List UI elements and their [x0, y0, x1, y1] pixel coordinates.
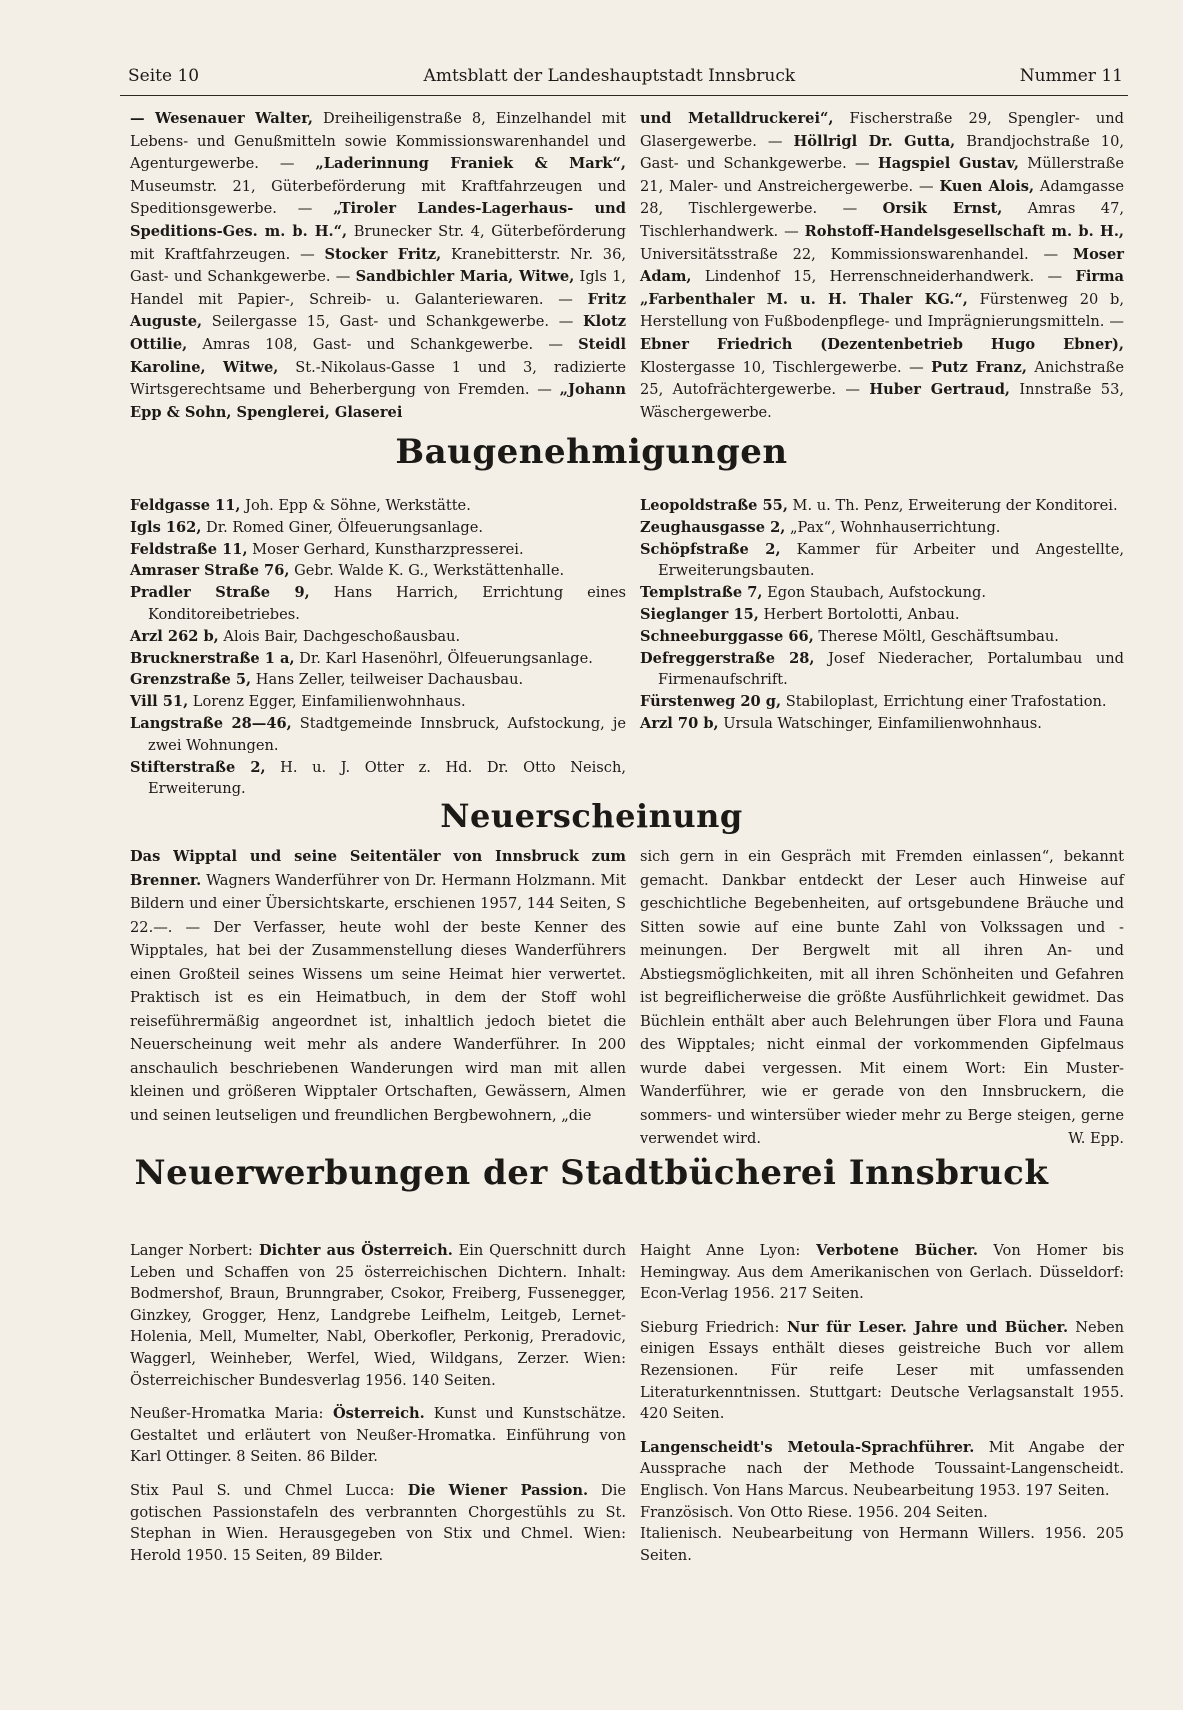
permit-entry: Igls 162, Dr. Romed Giner, Ölfeuerungsanlage. [130, 518, 484, 536]
building-permits-column-2 [640, 495, 1124, 735]
library-entry: Sieburg Friedrich: Nur für Leser. Jahre und Bücher. Neben einigen Essays enthält dieses geistreiche Buch vor allem Rezensionen. Für reife Leser mit umfassenden Literaturkenntnissen. Stuttgart: Deutsche Verlagsanstalt 1955. 420 Seiten. [640, 1318, 1124, 1423]
permit-entry: Feldstraße 11, Moser Gerhard, Kunstharzpresserei. [130, 540, 524, 558]
page-number: Seite 10 [128, 66, 200, 86]
permit-entry: Pradler Straße 9, Hans Harrich, Errichtung eines Konditoreibetriebes. [130, 584, 626, 623]
library-entry: Stix Paul S. und Chmel Lucca: Die Wiener Passion. Die gotischen Passionstafeln des verbrannten Chorgestühls zu St. Stephan in Wien. Herausgegeben von Stix und Chmel. Wien: Herold 1950. 15 Seiten, 89 Bilder. [130, 1481, 626, 1564]
permit-entry: Stifterstraße 2, H. u. J. Otter z. Hd. Dr. Otto Neisch, Erweiterung. [130, 758, 627, 798]
library-acquisitions-column-2 [640, 1240, 1124, 1566]
book-review-text: Das Wipptal und seine Seitentäler von Innsbruck zum Brenner. Wagners Wanderführer von Dr. Hermann Holzmann. Mit Bildern und einer Übersichtskarte, erschienen 1957, 144 Seiten, S 22.—. — Der Verfasser, heute wohl der beste Kenner des Wipptales, hat bei der Zusammenstellung dieses Wanderführers einen Großteil seines Wissens um seine Heimat hier verwertet. Praktisch ist es ein Heimatbuch, in dem der Stoff wohl reiseführermäßig angeordnet ist, inhaltlich jedoch bietet die Neuerscheinung weit mehr als andere Wanderführer. In 200 anschaulich beschriebenen Wanderungen wird man mit allen kleinen und größeren Wipptaler Ortschaften, Gewässern, Almen und seinen leutseligen und freundlichen Bergbewohnern, „die [130, 848, 626, 1124]
section-heading-neuerscheinung: Neuerscheinung [440, 797, 743, 835]
permit-entry: Amraser Straße 76, Gebr. Walde K. G., Werkstättenhalle. [130, 562, 565, 580]
section-heading-stadtbuecherei: Neuerwerbungen der Stadtbücherei Innsbruck [134, 1153, 1049, 1193]
library-entry: Langer Norbert: Dichter aus Österreich. Ein Querschnitt durch Leben und Schaffen von 25 österreichischen Dichtern. Inhalt: Bodmershof, Braun, Brunngraber, Csokor, Freiberg, Fussenegger, Ginzkey, Grogger, Henz, Landgrebe Leifhelm, Leitgeb, Lernet-Holenia, Mell, Mumelter, Nabl, Oberkofler, Perkonig, Preradovic, Waggerl, Weinheber, Werfel, Wied, Wildgans, Zerzer. Wien: Österreichischer Bundesverlag 1956. 140 Seiten. [130, 1242, 626, 1389]
library-entry: Neußer-Hromatka Maria: Österreich. Kunst und Kunstschätze. Gestaltet und erläutert von Neußer-Hromatka. Einführung von Karl Ottinger. 8 Seiten. 86 Bilder. [130, 1405, 626, 1466]
book-review-text: sich gern in ein Gespräch mit Fremden einlassen“, bekannt gemacht. Dankbar entdeckt der Leser auch Hinweise auf geschichtliche Begebenheiten, auf ortsgebundene Bräuche und Sitten sowie auf eine bunte Zahl von Volkssagen und -meinungen. Der Bergwelt mit all ihren An- und Abstiegsmöglichkeiten, mit all ihren Schönheiten und Gefahren ist begreiflicherweise die größte Ausführlichkeit gewidmet. Das Büchlein enthält aber auch Belehrungen über Flora und Fauna des Wipptales; nicht einmal der vorkommenden Gipfelmaus wurde dabei vergessen. Mit einem Wort: Ein Muster-Wanderführer, wie er gerade von den Innsbruckern, die sommers- und wintersüber wieder mehr zu Berge steigen, gerne verwendet wird. W. Epp. [640, 845, 1124, 1151]
permit-entry: Defreggerstraße 28, Josef Niederacher, Portalumbau und Firmenaufschrift. [640, 649, 1124, 689]
trade-register-paragraph: — Wesenauer Walter, Dreiheiligenstraße 8, Einzelhandel mit Lebens- und Genußmitteln sowie Kommissionswarenhandel und Agenturgewerbe. — „Laderinnung Franiek & Mark“, Museumstr. 21, Güterbeförderung mit Kraftfahrzeugen und Speditionsgewerbe. — „Tiroler Landes-Lagerhaus- und Speditions-Ges. m. b. H.“, Brunecker Str. 4, Güterbeförderung mit Kraftfahrzeugen. — Stocker Fritz, Kranebitterstr. Nr. 36, Gast- und Schankgewerbe. — Sandbichler Maria, Witwe, Igls 1, Handel mit Papier-, Schreib- u. Galanteriewaren. — Fritz Auguste, Seilergasse 15, Gast- und Schankgewerbe. — Klotz Ottilie, Amras 108, Gast- und Schankgewerbe. — Steidl Karoline, Witwe, St.-Nikolaus-Gasse 1 und 3, radizierte Wirtsgerechtsame und Beherbergung von Fremden. — „Johann Epp & Sohn, Spenglerei, Glaserei [130, 110, 627, 421]
permit-entry: Vill 51, Lorenz Egger, Einfamilienwohnhaus. [130, 693, 466, 711]
permit-entry: Schneeburggasse 66, Therese Möltl, Geschäftsumbau. [640, 627, 1059, 645]
trade-register-column-1 [130, 108, 626, 424]
permit-entry: Arzl 262 b, Alois Bair, Dachgeschoßausbau. [130, 627, 461, 645]
library-entry: Langenscheidt's Metoula-Sprachführer. Mit Angabe der Aussprache nach der Methode Toussaint-Langenscheidt. Englisch. Von Hans Marcus. Neubearbeitung 1953. 197 Seiten. [640, 1438, 1125, 1499]
building-permits-column-1 [130, 495, 626, 800]
permit-entry: Leopoldstraße 55, M. u. Th. Penz, Erweiterung der Konditorei. [640, 497, 1118, 514]
page-header [128, 66, 1123, 96]
permit-entry: Fürstenweg 20 g, Stabiloplast, Errichtung einer Trafostation. [640, 693, 1107, 711]
permit-entry: Schöpfstraße 2, Kammer für Arbeiter und Angestellte, Erweiterungsbauten. [640, 540, 1124, 580]
permit-entry: Arzl 70 b, Ursula Watschinger, Einfamilienwohnhaus. [640, 714, 1042, 732]
permit-entry: Zeughausgasse 2, „Pax“, Wohnhauserrichtung. [640, 518, 1001, 536]
trade-register-paragraph: und Metalldruckerei“, Fischerstraße 29, Spengler- und Glasergewerbe. — Höllrigl Dr. Gutta, Brandjochstraße 10, Gast- und Schankgewerbe. — Hagspiel Gustav, Müllerstraße 21, Maler- und Anstreichergewerbe. — Kuen Alois, Adamgasse 28, Tischlergewerbe. — Orsik Ernst, Amras 47, Tischlerhandwerk. — Rohstoff-Handelsgesellschaft m. b. H., Universitätsstraße 22, Kommissionswarenhandel. — Moser Adam, Lindenhof 15, Herrenschneiderhandwerk. — Firma „Farbenthaler M. u. H. Thaler KG.“, Fürstenweg 20 b, Herstellung von Fußbodenpflege- und Imprägnierungsmitteln. — Ebner Friedrich (Dezentenbetrieb Hugo Ebner), Klostergasse 10, Tischlergewerbe. — Putz Franz, Anichstraße 25, Autofrächtergewerbe. — Huber Gertraud, Innstraße 53, Wäschergewerbe. [640, 110, 1125, 421]
issue-number: Nummer 11 [1019, 66, 1123, 86]
book-review-column-1 [130, 845, 626, 1127]
library-entry: Französisch. Von Otto Riese. 1956. 204 Seiten. [640, 1503, 988, 1521]
section-heading-baugenehmigungen: Baugenehmigungen [395, 432, 788, 472]
header-rule [120, 95, 1128, 96]
publication-title: Amtsblatt der Landeshauptstadt Innsbruck [423, 66, 796, 86]
book-review-column-2 [640, 845, 1124, 1151]
trade-register-column-2 [640, 108, 1124, 424]
permit-entry: Langstraße 28—46, Stadtgemeinde Innsbruck, Aufstockung, je zwei Wohnungen. [130, 714, 626, 754]
library-entry: Haight Anne Lyon: Verbotene Bücher. Von Homer bis Hemingway. Aus dem Amerikanischen von Gerlach. Düsseldorf: Econ-Verlag 1956. 217 Seiten. [640, 1242, 1124, 1303]
permit-entry: Feldgasse 11, Joh. Epp & Söhne, Werkstätte. [130, 497, 471, 514]
permit-entry: Brucknerstraße 1 a, Dr. Karl Hasenöhrl, Ölfeuerungsanlage. [130, 649, 593, 667]
permit-entry: Grenzstraße 5, Hans Zeller, teilweiser Dachausbau. [130, 671, 524, 689]
library-acquisitions-column-1 [130, 1240, 626, 1566]
library-entry: Italienisch. Neubearbeitung von Hermann Willers. 1956. 205 Seiten. [640, 1525, 1124, 1564]
permit-entry: Sieglanger 15, Herbert Bortolotti, Anbau. [640, 605, 960, 623]
permit-entry: Templstraße 7, Egon Staubach, Aufstockung. [640, 584, 987, 602]
review-signature: W. Epp. [1068, 1130, 1124, 1147]
